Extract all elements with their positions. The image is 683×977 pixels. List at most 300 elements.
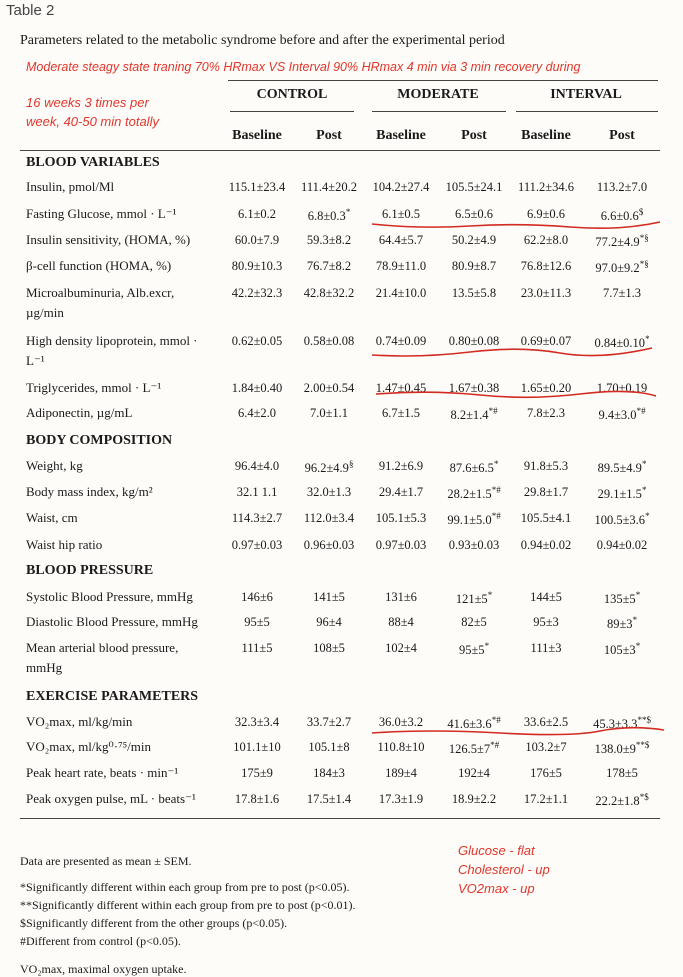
table-cell	[584, 207, 660, 224]
cell-value: 91.8±5.3	[523, 459, 569, 473]
table-cell	[219, 259, 295, 274]
table-cell	[508, 766, 584, 781]
cell-value: 76.7±8.2	[306, 259, 352, 273]
row-label-line: High density lipoprotein, mmol ·	[26, 333, 198, 348]
row-label-line: Diastolic Blood Pressure, mmHg	[26, 614, 198, 629]
significance-marker: *	[645, 334, 650, 344]
cell-value: 59.3±8.2	[306, 233, 352, 247]
significance-marker: *	[487, 590, 493, 600]
table-cell	[436, 590, 512, 607]
row-label-line: Body mass index, kg/m²	[26, 484, 153, 499]
footnote-significance-p01: **Significantly different within each group from pre to post (p<0.01).	[20, 898, 356, 912]
table-label: Table 2	[6, 2, 55, 19]
row-label	[26, 331, 226, 371]
cell-value: 88±4	[388, 615, 414, 629]
table-cell	[436, 792, 512, 807]
group-header-control: CONTROL	[256, 87, 328, 102]
row-label	[26, 256, 226, 276]
cell-value: 96.2±4.9	[304, 461, 349, 476]
significance-marker: *	[641, 459, 647, 469]
cell-value: 6.5±0.6	[454, 207, 494, 221]
row-label-line: Weight, kg	[26, 458, 83, 473]
table-cell	[291, 740, 367, 755]
table-cell	[219, 590, 295, 605]
significance-marker: *	[484, 641, 490, 651]
table-cell	[219, 406, 295, 421]
cell-value: 189±4	[385, 766, 417, 780]
subheader-moderate-post: Post	[461, 128, 487, 143]
cell-value: 0.80±0.08	[448, 334, 500, 348]
row-label-line: L⁻¹	[26, 353, 45, 368]
cell-value: 111±5	[241, 641, 273, 655]
annotation-summary	[458, 841, 550, 898]
table-cell	[363, 381, 439, 396]
table-cell	[219, 207, 295, 222]
cell-value: 100.5±3.6	[594, 513, 646, 528]
cell-value: 131±6	[385, 590, 417, 604]
cell-value: 64.4±5.7	[378, 233, 424, 247]
table-cell	[508, 180, 584, 195]
significance-marker: §	[348, 459, 354, 469]
cell-value: 7.0±1.1	[309, 406, 349, 420]
row-label-line: Insulin, pmol/Ml	[26, 179, 115, 194]
cell-value: 6.4±2.0	[237, 406, 277, 420]
annotation-training-protocol: Moderate steagy state traning 70% HRmax VS Interval 90% HRmax 4 min via 3 min recovery during	[26, 60, 581, 74]
cell-value: 7.8±2.3	[526, 406, 566, 420]
table-cell	[584, 485, 660, 502]
significance-marker: **$	[637, 715, 651, 725]
cell-value: 0.84±0.10	[594, 336, 646, 351]
cell-value: 9.4±3.0	[598, 408, 637, 423]
row-label	[26, 482, 226, 502]
footnote-significance-p05: *Significantly different within each group from pre to post (p<0.05).	[20, 880, 350, 894]
cell-value: 29.1±1.5	[597, 487, 642, 502]
section-heading: BLOOD VARIABLES	[26, 155, 160, 170]
cell-value: 105.1±8	[308, 740, 350, 754]
cell-value: 110.8±10	[377, 740, 425, 754]
cell-value: 36.0±3.2	[378, 715, 424, 729]
table-cell	[219, 485, 295, 500]
table-cell	[363, 207, 439, 222]
cell-value: 121±5	[455, 592, 488, 607]
table-cell	[436, 740, 512, 757]
section-heading: EXERCISE PARAMETERS	[26, 689, 199, 704]
cell-value: 76.8±12.6	[520, 259, 572, 273]
cell-value: 97.0±9.2	[595, 261, 640, 276]
table-cell	[363, 334, 439, 349]
cell-value: 50.2±4.9	[451, 233, 497, 247]
table-cell	[291, 406, 367, 421]
cell-value: 113.2±7.0	[596, 180, 648, 194]
table-cell	[436, 615, 512, 630]
row-label	[26, 763, 226, 783]
group-header-interval: INTERVAL	[550, 87, 622, 102]
cell-value: 62.2±8.0	[523, 233, 569, 247]
table-cell	[436, 511, 512, 528]
table-cell	[584, 641, 660, 658]
row-label	[26, 587, 226, 607]
table-cell	[436, 207, 512, 222]
table-cell	[436, 406, 512, 423]
table-cell	[508, 740, 584, 755]
row-label	[26, 283, 226, 323]
table-cell	[436, 286, 512, 301]
cell-value: 13.5±5.8	[451, 286, 497, 300]
cell-value: 17.5±1.4	[306, 792, 352, 806]
cell-value: 104.2±27.4	[372, 180, 430, 194]
cell-value: 80.9±8.7	[451, 259, 497, 273]
row-label-line: Adiponectin, µg/mL	[26, 405, 133, 420]
table-cell	[436, 259, 512, 274]
cell-value: 108±5	[313, 641, 345, 655]
row-label	[26, 789, 226, 809]
cell-value: 192±4	[458, 766, 490, 780]
significance-marker: *#	[636, 406, 646, 416]
row-label-line: Microalbuminuria, Alb.excr,	[26, 285, 175, 300]
table-cell	[363, 259, 439, 274]
table-header-rule	[20, 150, 660, 151]
table-cell	[219, 334, 295, 349]
table-cell	[219, 766, 295, 781]
row-label-line: µg/min	[26, 305, 64, 320]
row-label	[26, 638, 226, 678]
table-cell	[508, 406, 584, 421]
cell-value: 111.4±20.2	[301, 180, 357, 194]
cell-value: 95±3	[533, 615, 559, 629]
cell-value: 18.9±2.2	[451, 792, 497, 806]
table-cell	[291, 381, 367, 396]
cell-value: 1.84±0.40	[231, 381, 283, 395]
cell-value: 2.00±0.54	[303, 381, 355, 395]
cell-value: 0.97±0.03	[375, 538, 427, 552]
cell-value: 105.5±24.1	[445, 180, 503, 194]
cell-value: 105.1±5.3	[375, 511, 427, 525]
annotation-duration	[26, 93, 159, 131]
cell-value: 87.6±6.5	[449, 461, 494, 476]
cell-value: 95±5	[458, 643, 485, 658]
table-cell	[508, 538, 584, 553]
cell-value: 101.1±10	[233, 740, 281, 754]
table-cell	[291, 180, 367, 195]
table-cell	[508, 381, 584, 396]
significance-marker: $	[638, 207, 644, 217]
table-cell	[508, 259, 584, 274]
annotation-duration-line-2: week, 40-50 min totally	[26, 114, 159, 129]
table-cell	[508, 641, 584, 656]
table-cell	[363, 511, 439, 526]
cell-value: 1.47±0.45	[375, 381, 427, 395]
cell-value: 1.65±0.20	[520, 381, 572, 395]
table-bottom-rule	[20, 818, 660, 819]
cell-value: 8.2±1.4	[450, 408, 489, 423]
cell-value: 0.58±0.08	[303, 334, 355, 348]
table-cell	[584, 615, 660, 632]
cell-value: 0.93±0.03	[448, 538, 500, 552]
table-cell	[436, 766, 512, 781]
cell-value: 82±5	[461, 615, 487, 629]
section-heading: BLOOD PRESSURE	[26, 563, 154, 578]
significance-marker: *	[635, 641, 641, 651]
cell-value: 23.0±11.3	[520, 286, 572, 300]
row-label-line: Systolic Blood Pressure, mmHg	[26, 589, 193, 604]
table-cell	[363, 180, 439, 195]
table-cell	[363, 406, 439, 421]
significance-marker: *#	[488, 406, 498, 416]
table-cell	[508, 207, 584, 222]
cell-value: 17.3±1.9	[378, 792, 424, 806]
table-cell	[291, 233, 367, 248]
table-cell	[436, 334, 512, 349]
table-cell	[363, 590, 439, 605]
cell-value: 32.1 1.1	[236, 485, 278, 499]
cell-value: 42.2±32.3	[231, 286, 283, 300]
cell-value: 60.0±7.9	[234, 233, 280, 247]
table-cell	[363, 615, 439, 630]
cell-value: 112.0±3.4	[303, 511, 355, 525]
table-cell	[219, 180, 295, 195]
significance-marker: **$	[635, 740, 650, 750]
footnote-vo2max-definition: VO₂max, maximal oxygen uptake.	[20, 962, 187, 976]
cell-value: 115.1±23.4	[228, 180, 286, 194]
row-label	[26, 737, 226, 757]
row-label	[26, 177, 226, 197]
subheader-control-post: Post	[316, 128, 342, 143]
subheader-control-baseline: Baseline	[232, 128, 282, 143]
cell-value: 0.94±0.02	[520, 538, 572, 552]
table-cell	[436, 641, 512, 658]
table-cell	[436, 715, 512, 732]
row-label	[26, 230, 226, 250]
table-cell	[219, 381, 295, 396]
row-label-line: Waist, cm	[26, 510, 78, 525]
significance-marker: *	[493, 459, 499, 469]
cell-value: 22.2±1.8	[595, 794, 640, 809]
significance-marker: *	[345, 207, 351, 217]
cell-value: 89.5±4.9	[597, 461, 642, 476]
table-cell	[219, 715, 295, 730]
cell-value: 6.1±0.2	[237, 207, 277, 221]
cell-value: 0.69±0.07	[520, 334, 572, 348]
section-heading: BODY COMPOSITION	[26, 433, 173, 448]
table-cell	[363, 233, 439, 248]
significance-marker: *	[641, 485, 647, 495]
row-label-line: Peak oxygen pulse, mL · beats⁻¹	[26, 791, 196, 806]
table-cell	[508, 615, 584, 630]
annotation-summary-glucose: Glucose - flat	[458, 843, 535, 858]
cell-value: 77.2±4.9	[595, 235, 640, 250]
table-cell	[584, 286, 660, 301]
cell-value: 0.62±0.05	[231, 334, 283, 348]
table-cell	[291, 766, 367, 781]
row-label	[26, 535, 226, 555]
cell-value: 114.3±2.7	[231, 511, 283, 525]
group-rule-moderate	[372, 111, 506, 112]
cell-value: 6.9±0.6	[526, 207, 566, 221]
table-cell	[363, 641, 439, 656]
table-cell	[363, 740, 439, 755]
cell-value: 0.97±0.03	[231, 538, 283, 552]
cell-value: 105.5±4.1	[520, 511, 572, 525]
table-cell	[508, 459, 584, 474]
row-label	[26, 508, 226, 528]
cell-value: 29.4±1.7	[378, 485, 424, 499]
cell-value: 102±4	[385, 641, 417, 655]
annotation-summary-cholesterol: Cholesterol - up	[458, 862, 550, 877]
table-cell	[436, 180, 512, 195]
table-cell	[363, 792, 439, 807]
table-cell	[508, 590, 584, 605]
row-label-line: mmHg	[26, 660, 63, 675]
significance-marker: *	[632, 615, 638, 625]
table-cell	[291, 511, 367, 526]
table-cell	[291, 334, 367, 349]
row-label-line: Waist hip ratio	[26, 537, 103, 552]
footnote-other-groups: $Significantly different from the other groups (p<0.05).	[20, 916, 288, 930]
table-cell	[291, 590, 367, 605]
table-cell	[508, 792, 584, 807]
table-cell	[219, 286, 295, 301]
table-cell	[291, 641, 367, 656]
cell-value: 29.8±1.7	[523, 485, 569, 499]
table-cell	[291, 615, 367, 630]
cell-value: 32.3±3.4	[234, 715, 280, 729]
table-cell	[584, 233, 660, 250]
group-header-moderate: MODERATE	[397, 87, 479, 102]
table-cell	[508, 233, 584, 248]
row-label-line: VO₂max, ml/kg⁰·⁷⁵/min	[26, 739, 151, 754]
footnote-vs-control: #Different from control (p<0.05).	[20, 934, 181, 948]
table-cell	[584, 538, 660, 553]
row-label	[26, 378, 226, 398]
cell-value: 78.9±11.0	[375, 259, 427, 273]
table-cell	[219, 792, 295, 807]
footnote-data-format: Data are presented as mean ± SEM.	[20, 854, 192, 868]
table-cell	[363, 766, 439, 781]
cell-value: 21.4±10.0	[375, 286, 427, 300]
cell-value: 146±6	[241, 590, 273, 604]
group-rule-control	[230, 111, 354, 112]
row-label	[26, 712, 226, 732]
table-cell	[219, 740, 295, 755]
cell-value: 175±9	[241, 766, 273, 780]
table-cell	[219, 459, 295, 474]
table-cell	[508, 286, 584, 301]
cell-value: 7.7±1.3	[602, 286, 642, 300]
cell-value: 178±5	[606, 766, 638, 780]
table-cell	[219, 641, 295, 656]
cell-value: 95±5	[244, 615, 270, 629]
table-cell	[584, 381, 660, 396]
row-label-line: Peak heart rate, beats · min⁻¹	[26, 765, 179, 780]
table-cell	[584, 459, 660, 476]
table-cell	[291, 792, 367, 807]
table-cell	[436, 459, 512, 476]
table-cell	[291, 259, 367, 274]
table-cell	[584, 406, 660, 423]
cell-value: 184±3	[313, 766, 345, 780]
table-cell	[363, 459, 439, 474]
cell-value: 96.4±4.0	[234, 459, 280, 473]
table-cell	[436, 233, 512, 248]
cell-value: 1.67±0.38	[448, 381, 500, 395]
cell-value: 6.8±0.3	[307, 209, 346, 224]
table-cell	[508, 334, 584, 349]
row-label-line: β-cell function (HOMA, %)	[26, 258, 172, 273]
cell-value: 96±4	[316, 615, 342, 629]
table-cell	[436, 485, 512, 502]
table-cell	[508, 511, 584, 526]
table-top-rule	[228, 80, 658, 81]
table-cell	[584, 180, 660, 195]
cell-value: 6.7±1.5	[381, 406, 421, 420]
table-cell	[291, 207, 367, 224]
group-rule-interval	[516, 111, 658, 112]
table-cell	[508, 715, 584, 730]
cell-value: 99.1±5.0	[447, 513, 492, 528]
cell-value: 111.2±34.6	[518, 180, 574, 194]
table-cell	[363, 286, 439, 301]
row-label-line: Mean arterial blood pressure,	[26, 640, 179, 655]
table-caption: Parameters related to the metabolic syndrome before and after the experimental period	[20, 33, 505, 48]
table-cell	[291, 286, 367, 301]
table-cell	[291, 485, 367, 500]
cell-value: 89±3	[606, 617, 633, 632]
table-cell	[219, 511, 295, 526]
significance-marker: *#	[491, 485, 501, 495]
significance-marker: *§	[639, 233, 649, 243]
significance-marker: *$	[639, 792, 649, 802]
cell-value: 42.8±32.2	[303, 286, 355, 300]
cell-value: 0.74±0.09	[375, 334, 427, 348]
table-cell	[291, 459, 367, 476]
row-label-line: VO₂max, ml/kg/min	[26, 714, 133, 729]
cell-value: 0.96±0.03	[303, 538, 355, 552]
cell-value: 135±5	[603, 592, 636, 607]
table-cell	[219, 615, 295, 630]
row-label-line: Triglycerides, mmol · L⁻¹	[26, 380, 162, 395]
table-cell	[584, 715, 660, 732]
significance-marker: *#	[491, 511, 501, 521]
cell-value: 144±5	[530, 590, 562, 604]
cell-value: 126.5±7	[448, 742, 491, 757]
table-cell	[584, 334, 660, 351]
table-cell	[584, 740, 660, 757]
cell-value: 33.6±2.5	[523, 715, 569, 729]
table-cell	[363, 485, 439, 500]
cell-value: 17.2±1.1	[523, 792, 569, 806]
cell-value: 6.1±0.5	[381, 207, 421, 221]
subheader-moderate-baseline: Baseline	[376, 128, 426, 143]
cell-value: 111±3	[530, 641, 562, 655]
table-cell	[508, 485, 584, 500]
significance-marker: *#	[490, 740, 500, 750]
cell-value: 45.3±3.3	[593, 717, 638, 732]
cell-value: 103.2±7	[525, 740, 567, 754]
cell-value: 17.8±1.6	[234, 792, 280, 806]
row-label	[26, 403, 226, 423]
cell-value: 141±5	[313, 590, 345, 604]
table-cell	[584, 511, 660, 528]
cell-value: 41.6±3.6	[447, 717, 492, 732]
significance-marker: *§	[639, 259, 649, 269]
subheader-interval-baseline: Baseline	[521, 128, 571, 143]
cell-value: 32.0±1.3	[306, 485, 352, 499]
table-cell	[584, 259, 660, 276]
cell-value: 176±5	[530, 766, 562, 780]
annotation-duration-line-1: 16 weeks 3 times per	[26, 95, 149, 110]
table-cell	[584, 590, 660, 607]
significance-marker: *#	[491, 715, 501, 725]
